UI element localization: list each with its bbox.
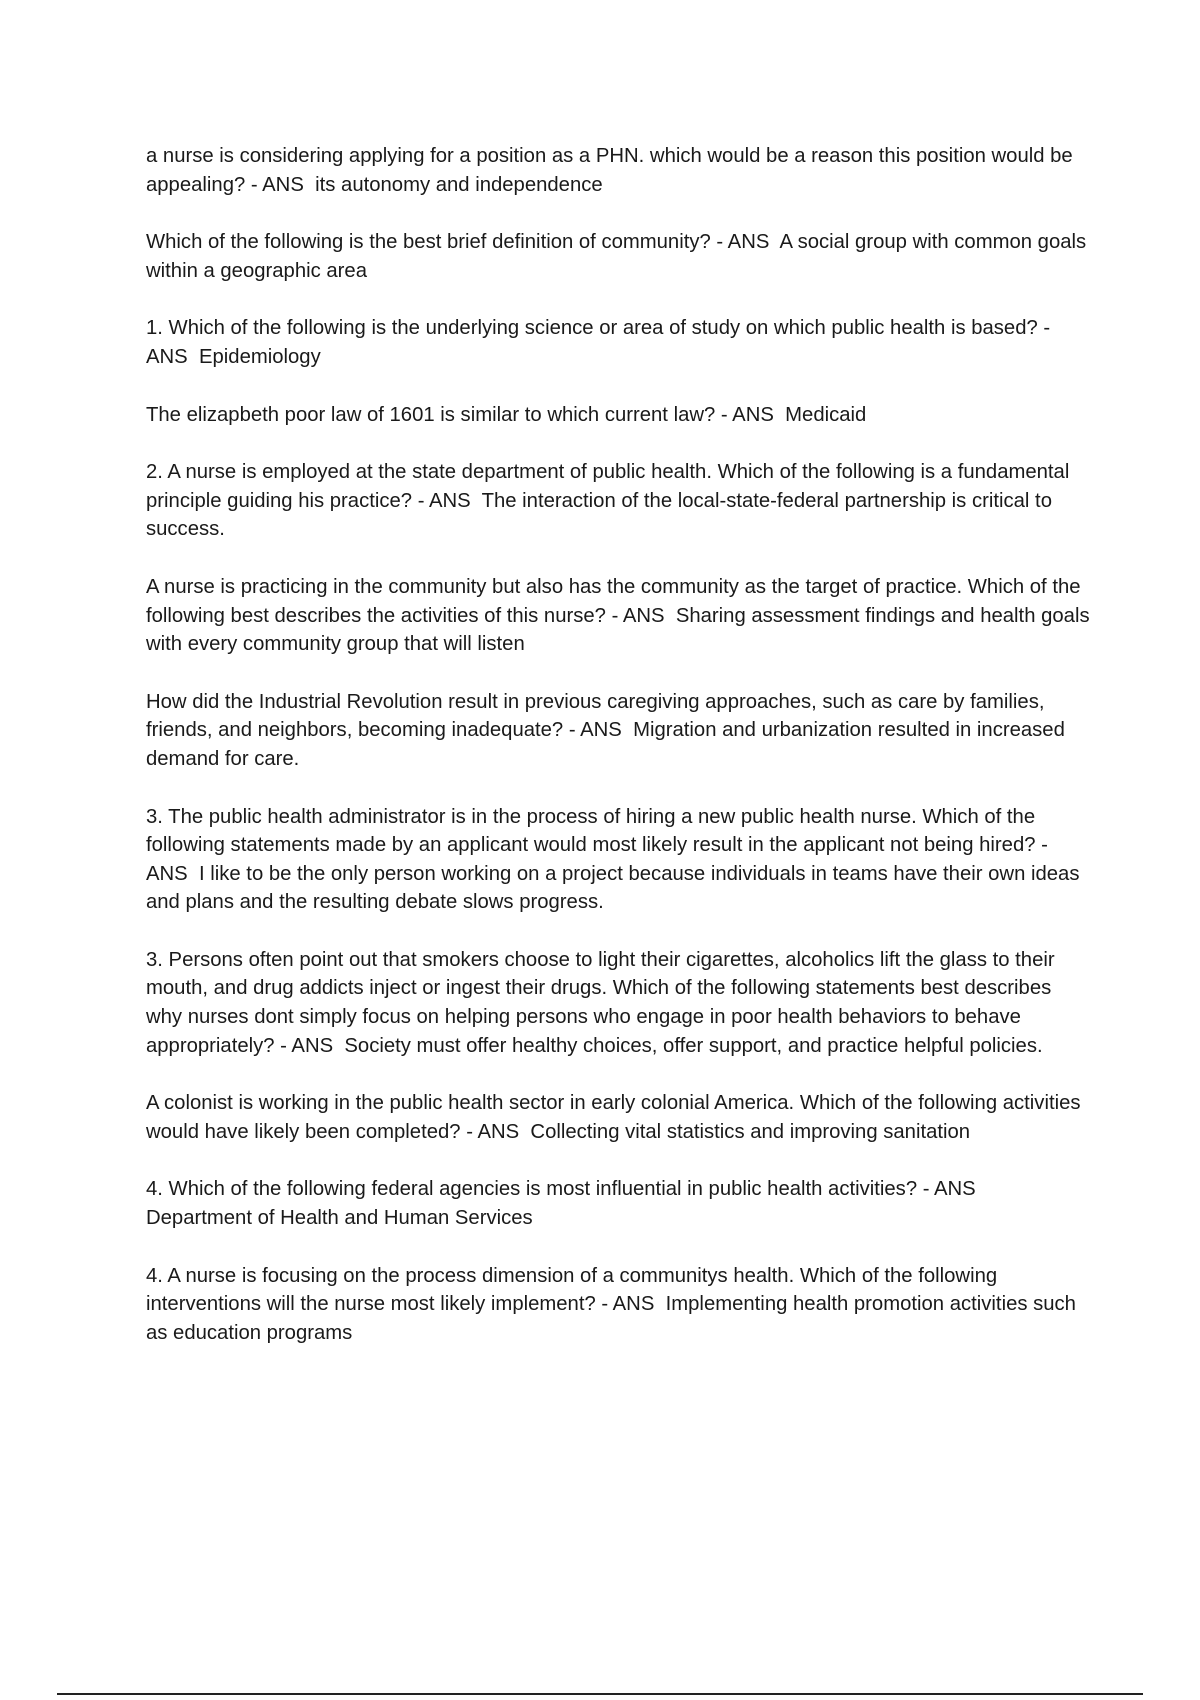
qa-item-9: 3. Persons often point out that smokers choose to light their cigarettes, alcoholics lift the glass to their mouth, and drug addicts inject or ingest their drugs. Which of the following statements best describes why nurses dont simply focus on helping persons who engage in poor health behaviors to behave appropriately? - ANS Society must offer healthy choices, offer support, and practice helpful policies. [146,948,1061,1057]
qa-item-8: 3. The public health administrator is in the process of hiring a new public health nurse. Which of the following statements made by an applicant would most likely result in the applicant not being hired? - ANS I like to be the only person working on a project because individuals in teams have their own ideas and plans and the resulting debate slows progress. [146,805,1086,914]
qa-item-7: How did the Industrial Revolution result in previous caregiving approaches, such as care by families, friends, and neighbors, becoming inadequate? - ANS Migration and urbanization resulted in increased demand for care. [146,690,1071,770]
qa-item-3: 1. Which of the following is the underlying science or area of study on which public health is based? - ANS Epidemiology [146,317,1055,368]
qa-item-11: 4. Which of the following federal agencies is most influential in public health activities? - ANS Department of Health and Human Services [146,1178,987,1230]
qa-item-12: 4. A nurse is focusing on the process dimension of a communitys health. Which of the following interventions will the nurse most likely implement? - ANS Implementing health promotion activities such as education programs [146,1264,1082,1344]
qa-item-10: A colonist is working in the public health sector in early colonial America. Which of the following activities would have likely been completed? - ANS Collecting vital statistics and improving sanitation [146,1092,1087,1143]
qa-item-1: a nurse is considering applying for a position as a PHN. which would be a reason this position would be appealing? - ANS its autonomy and independence [146,145,1079,196]
qa-item-2: Which of the following is the best brief definition of community? - ANS A social group with common goals within a geographic area [146,231,1092,282]
qa-item-4: The elizapbeth poor law of 1601 is similar to which current law? - ANS Medicaid [146,403,867,426]
footer-divider [57,1693,1143,1695]
qa-item-5: 2. A nurse is employed at the state department of public health. Which of the following is a fundamental principle guiding his practice? - ANS The interaction of the local-state-federal partnership is critical to success. [146,461,1075,541]
question-answer-list [146,142,1096,1376]
qa-item-6: A nurse is practicing in the community but also has the community as the target of practice. Which of the following best describes the activities of this nurse? - ANS Sharing assessment findings and health goals with every community group that will listen [146,575,1096,656]
